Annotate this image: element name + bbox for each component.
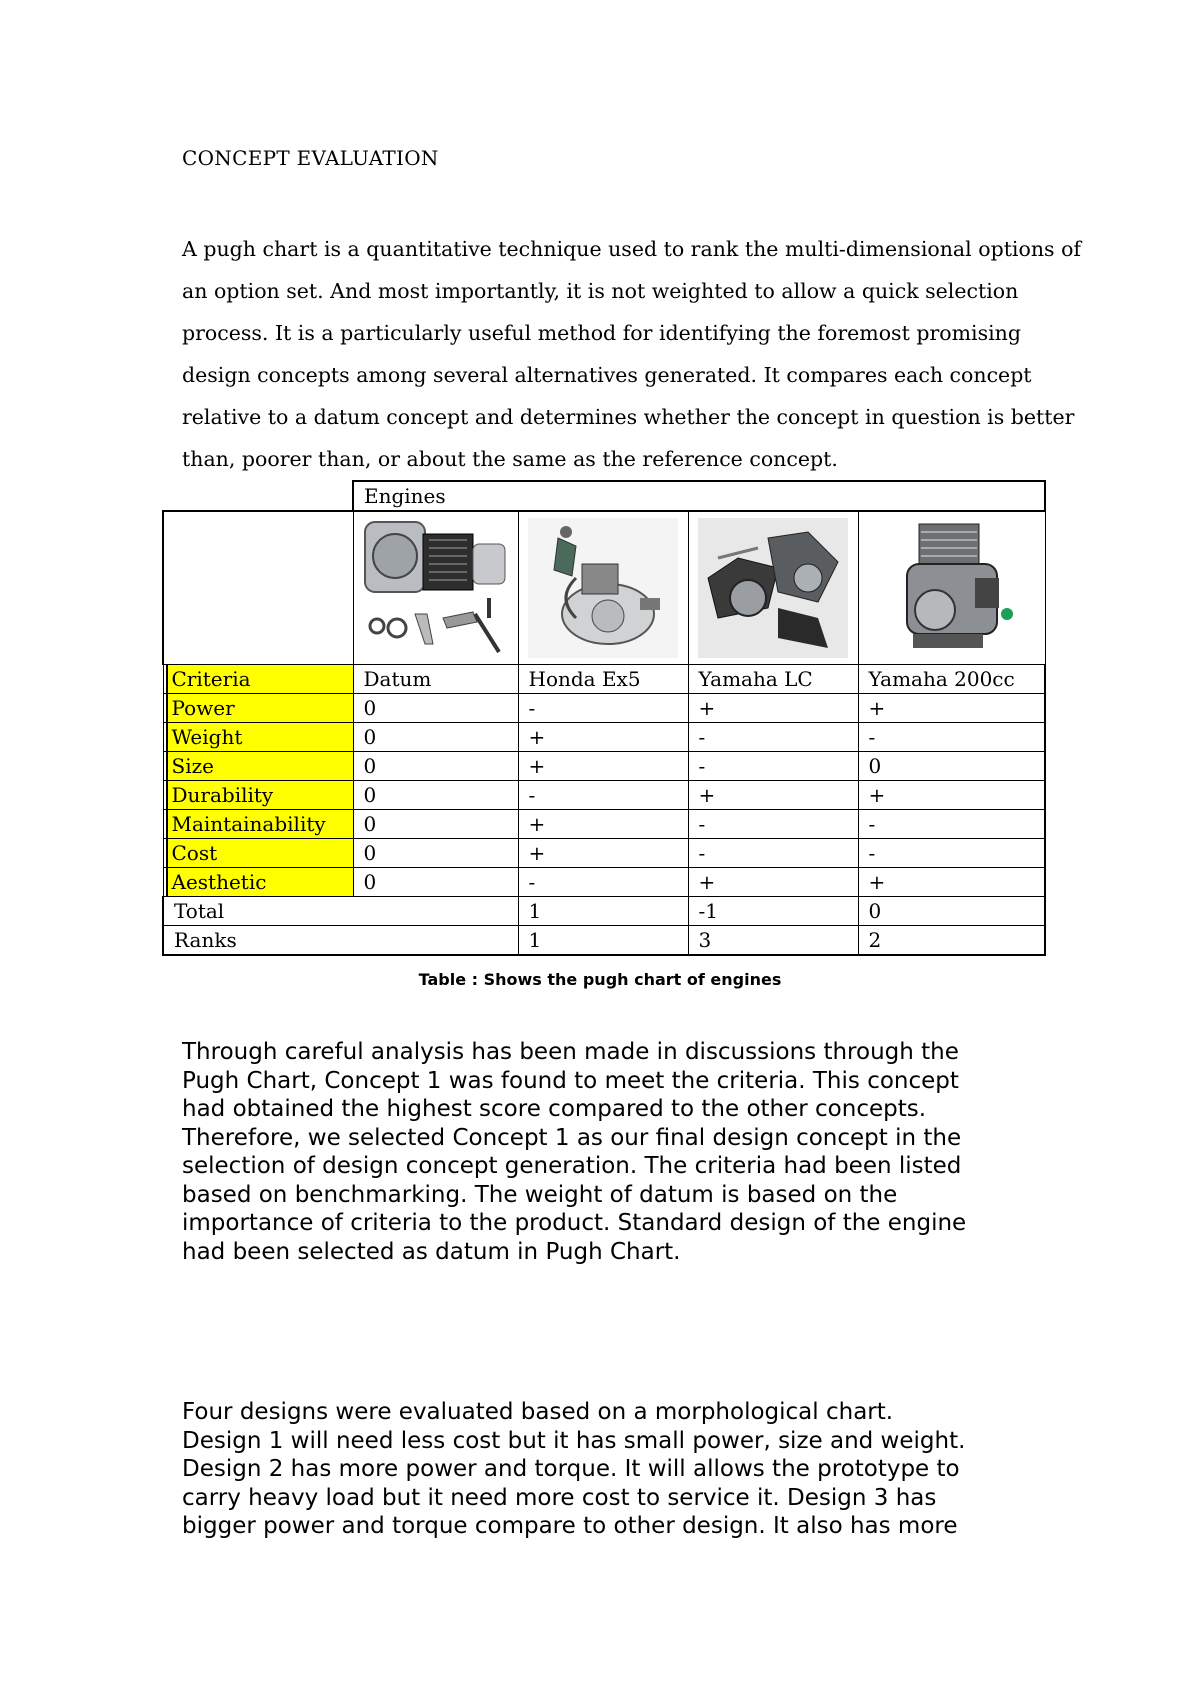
intro-line: an option set. And most importantly, it is not weighted to allow a quick selection [182,279,1019,303]
score-cell: + [518,810,688,839]
paragraph-line: carry heavy load but it need more cost to service it. Design 3 has [182,1484,937,1511]
score-cell: + [858,694,1045,723]
criterion-cell [163,752,353,781]
criterion-cell [163,781,353,810]
engine-image-cell [858,511,1045,665]
paragraph-line: Design 1 will need less cost but it has small power, size and weight. [182,1427,966,1454]
total-value: 1 [518,897,688,926]
paragraph-line: had obtained the highest score compared to the other concepts. [182,1096,927,1122]
score-cell: - [858,810,1045,839]
column-header-yamaha-200cc: Yamaha 200cc [858,665,1045,694]
empty-header-cell [163,481,353,511]
score-cell: + [518,752,688,781]
rank-value: 1 [518,926,688,956]
score-cell: + [858,868,1045,897]
paragraph-line: importance of criteria to the product. Standard design of the engine [182,1210,967,1236]
intro-line: process. It is a particularly useful method for identifying the foremost promising [182,321,1021,345]
score-cell: 0 [353,781,518,810]
score-cell: 0 [353,810,518,839]
table-row [163,781,1045,810]
criteria-header: Criteria [166,665,353,693]
total-value: 0 [858,897,1045,926]
pugh-chart-table [162,480,1046,956]
score-cell: + [518,839,688,868]
rank-value: 3 [688,926,858,956]
criterion-label: Durability [166,781,353,809]
table-header-row [163,481,1045,511]
score-cell: 0 [353,868,518,897]
yamaha-lc-engine-image [698,518,848,658]
score-cell: 0 [858,752,1045,781]
paragraph-line: Design 2 has more power and torque. It will allows the prototype to [182,1456,960,1482]
analysis-paragraph [182,1038,1062,1266]
intro-line: A pugh chart is a quantitative technique used to rank the multi-dimensional options of [182,237,1081,261]
rank-value: 2 [858,926,1045,956]
paragraph-line: bigger power and torque compare to other design. It also has more [182,1513,958,1539]
score-cell: - [688,723,858,752]
table-row [163,839,1045,868]
designs-paragraph [182,1398,1062,1541]
criterion-label: Power [166,694,353,722]
engine-image-row [163,511,1045,665]
criterion-label: Weight [166,723,353,751]
table-row [163,810,1045,839]
score-cell: 0 [353,694,518,723]
column-header-yamaha-lc: Yamaha LC [688,665,858,694]
intro-line: than, poorer than, or about the same as the reference concept. [182,447,838,471]
score-cell: + [688,781,858,810]
criterion-cell [163,694,353,723]
table-row [163,723,1045,752]
table-row [163,694,1045,723]
score-cell: 0 [353,723,518,752]
ranks-label: Ranks [163,926,518,956]
paragraph-line: Therefore, we selected Concept 1 as our final design concept in the [182,1124,962,1151]
column-header-datum: Datum [353,665,518,694]
score-cell: 0 [353,752,518,781]
engines-group-header: Engines [353,481,1045,511]
intro-line: design concepts among several alternatives generated. It compares each concept [182,363,1032,387]
table-row [163,665,1045,694]
score-cell: - [688,752,858,781]
paragraph-line: Four designs were evaluated based on a morphological chart. [182,1399,894,1425]
column-header-honda-ex5: Honda Ex5 [518,665,688,694]
table-row [163,752,1045,781]
score-cell: + [518,723,688,752]
criterion-label: Size [166,752,353,780]
score-cell: + [858,781,1045,810]
paragraph-line: had been selected as datum in Pugh Chart. [182,1238,681,1265]
engine-image-cell [353,511,518,665]
score-cell: - [518,694,688,723]
paragraph-line: based on benchmarking. The weight of datum is based on the [182,1181,898,1208]
score-cell: 0 [353,839,518,868]
engine-kit-image [357,514,515,662]
criterion-cell [163,868,353,897]
score-cell: - [518,868,688,897]
score-cell: + [688,694,858,723]
engine-image-cell [518,511,688,665]
score-cell: - [518,781,688,810]
intro-paragraph [182,228,1081,480]
table-row [163,868,1045,897]
criterion-cell [163,839,353,868]
ranks-row [163,926,1045,956]
score-cell: - [858,723,1045,752]
score-cell: - [688,839,858,868]
image-row-label-cell [163,511,353,665]
total-row [163,897,1045,926]
table-caption: Table : Shows the pugh chart of engines [418,970,782,989]
criteria-header-cell [163,665,353,694]
score-cell: + [688,868,858,897]
intro-line: relative to a datum concept and determines whether the concept in question is better [182,405,1075,429]
honda-ex5-engine-image [528,518,678,658]
engine-image-cell [688,511,858,665]
criterion-cell [163,810,353,839]
section-heading: CONCEPT EVALUATION [182,146,439,170]
total-value: -1 [688,897,858,926]
total-label: Total [163,897,518,926]
criterion-label: Maintainability [166,810,353,838]
criterion-label: Aesthetic [166,868,353,896]
score-cell: - [858,839,1045,868]
paragraph-line: Through careful analysis has been made in discussions through the [182,1039,959,1065]
criterion-label: Cost [166,839,353,867]
criterion-cell [163,723,353,752]
paragraph-line: Pugh Chart, Concept 1 was found to meet the criteria. This concept [182,1067,959,1094]
score-cell: - [688,810,858,839]
paragraph-line: selection of design concept generation. The criteria had been listed [182,1153,962,1179]
yamaha-200cc-engine-image [877,518,1027,658]
